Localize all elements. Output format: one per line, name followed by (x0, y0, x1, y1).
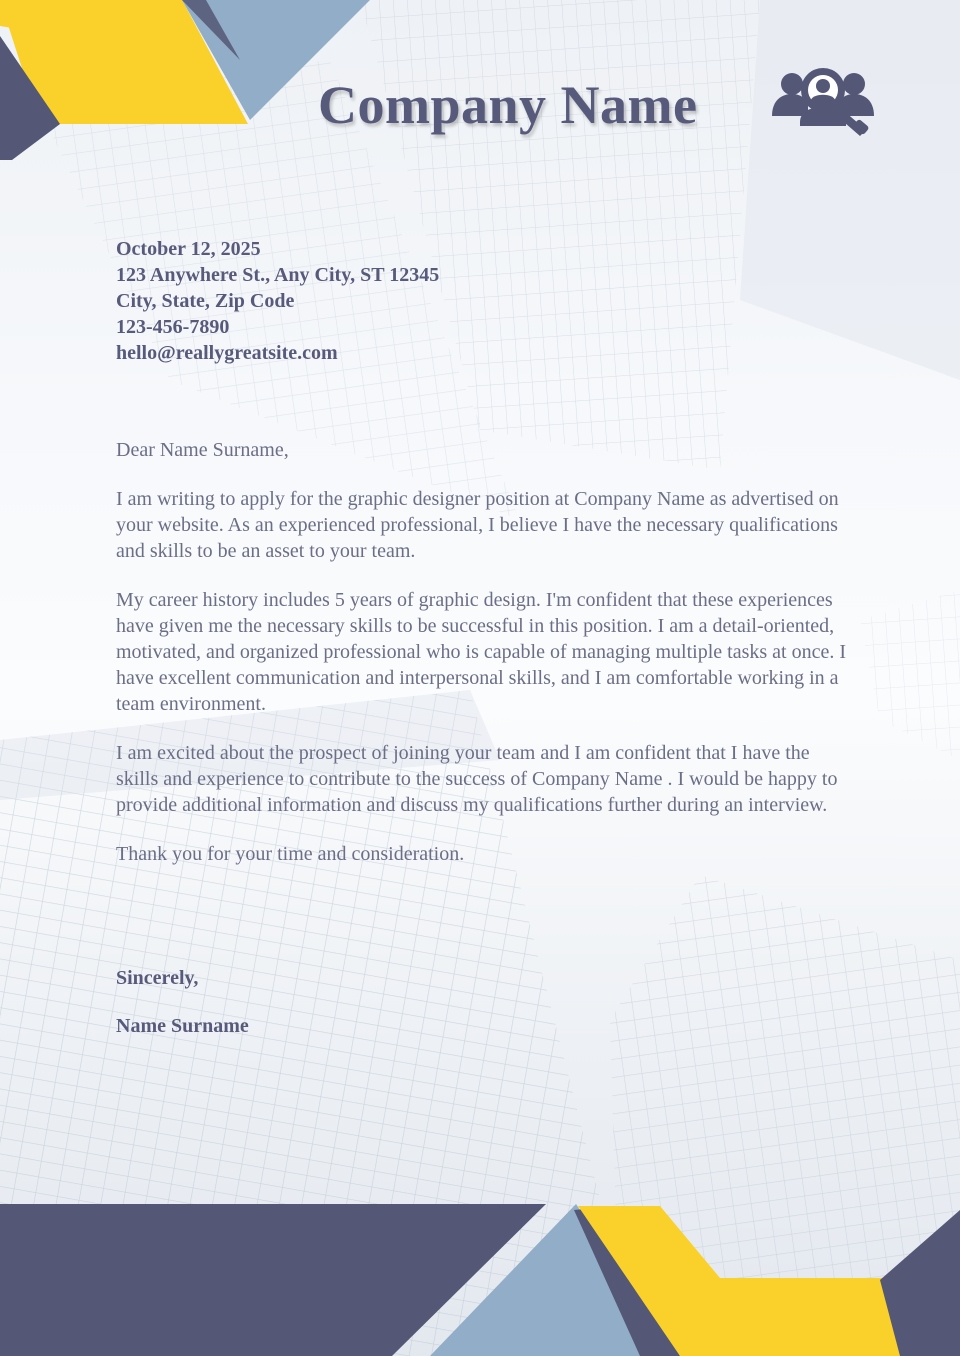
sender-city-state-zip: City, State, Zip Code (116, 290, 295, 312)
sender-phone: 123-456-7890 (116, 316, 230, 338)
body-paragraph-3: I am excited about the prospect of joining your team and I am confident that I have the skills and experience to contribute to the success of Company Name . I would be happy to provide additional information and discuss my qualifications further during an interview. (116, 742, 838, 816)
body-paragraph-2: My career history includes 5 years of graphic design. I'm confident that these experiences have given me the necessary skills to be successful in this position. I am a detail-oriented, motivated, and organized professional who is capable of managing multiple tasks at once. I have excellent communication and interpersonal skills, and I am comfortable working in a team environment. (116, 589, 846, 715)
signoff: Sincerely, (116, 967, 199, 989)
people-search-icon (770, 60, 876, 138)
letter-body (116, 437, 851, 890)
body-paragraph-4: Thank you for your time and consideration. (116, 843, 465, 865)
salutation: Dear Name Surname, (116, 439, 289, 461)
signature-name: Name Surname (116, 1015, 249, 1037)
sender-email: hello@reallygreatsite.com (116, 342, 338, 364)
sender-street-address: 123 Anywhere St., Any City, ST 12345 (116, 264, 440, 286)
letter-closing (116, 965, 249, 1039)
sender-info (116, 236, 439, 366)
company-name: Company Name (318, 75, 698, 135)
letter-date: October 12, 2025 (116, 238, 261, 260)
body-paragraph-1: I am writing to apply for the graphic designer position at Company Name as advertised on your website. As an experienced professional, I believe I have the necessary qualifications and skills to be an asset to your team. (116, 488, 839, 562)
